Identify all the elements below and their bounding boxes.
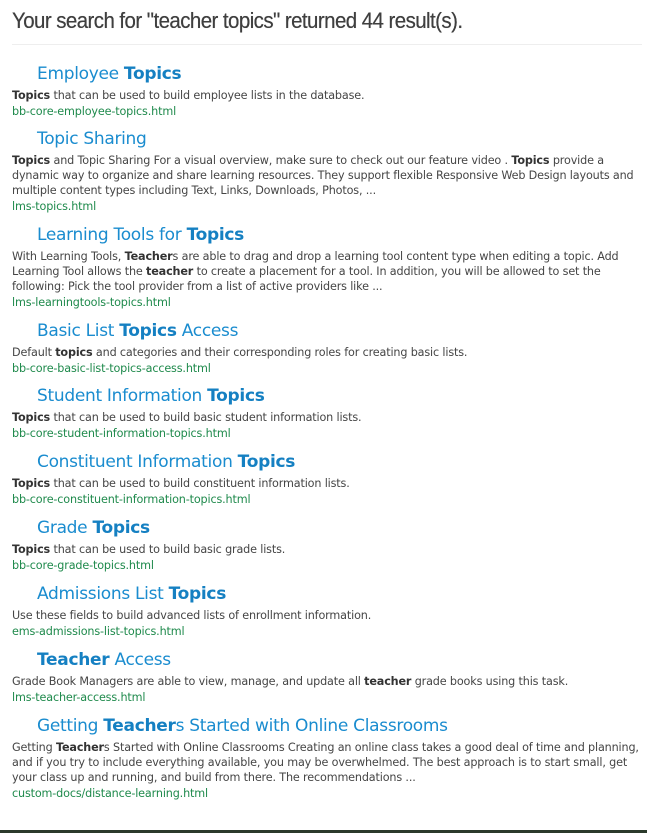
- title-text: Getting: [37, 716, 104, 736]
- highlighted-term: Topics: [92, 518, 150, 538]
- highlighted-term: Topics: [186, 225, 244, 245]
- result-snippet: [12, 608, 644, 623]
- result-snippet: [12, 249, 644, 294]
- title-text: Employee: [37, 64, 124, 84]
- highlighted-term: Topics: [119, 321, 177, 341]
- result-snippet: [12, 476, 644, 491]
- highlighted-term: teacher: [146, 265, 194, 278]
- snippet-text: that can be used to build employee lists in the database.: [50, 89, 365, 102]
- snippet-text: Use these fields to build advanced lists of enrollment information.: [12, 609, 372, 622]
- title-text: s Started with Online Classrooms: [175, 716, 448, 736]
- result-snippet: [12, 542, 644, 557]
- highlighted-term: Topics: [511, 154, 550, 167]
- highlighted-term: teacher: [364, 675, 412, 688]
- result-url-link[interactable]: bb-core-constituent-information-topics.html: [12, 493, 251, 506]
- result-title-link[interactable]: [37, 649, 644, 671]
- snippet-text: grade books using this task.: [411, 675, 569, 688]
- snippet-text: With Learning Tools,: [12, 250, 125, 263]
- highlighted-term: Teacher: [124, 250, 173, 263]
- search-result: [12, 320, 644, 376]
- highlighted-term: Topics: [12, 411, 51, 424]
- result-url-link[interactable]: lms-learningtools-topics.html: [12, 296, 171, 309]
- highlighted-term: topics: [55, 346, 93, 359]
- result-title-link[interactable]: [37, 128, 644, 150]
- result-snippet: [12, 153, 644, 198]
- result-url-link[interactable]: lms-topics.html: [12, 200, 97, 213]
- snippet-text: that can be used to build basic student information lists.: [50, 411, 362, 424]
- title-text: Learning Tools for: [37, 225, 187, 245]
- highlighted-term: Topics: [237, 452, 296, 472]
- snippet-text: and categories and their corresponding roles for creating basic lists.: [92, 346, 468, 359]
- search-result: [12, 224, 644, 310]
- search-result: [12, 63, 644, 119]
- result-title-link[interactable]: [37, 63, 644, 85]
- result-snippet: [12, 740, 644, 785]
- highlighted-term: Topics: [168, 584, 227, 604]
- result-snippet: [12, 88, 644, 103]
- result-url-link[interactable]: bb-core-employee-topics.html: [12, 105, 177, 118]
- result-snippet: [12, 410, 644, 425]
- title-text: Admissions List: [37, 584, 169, 604]
- search-result: [12, 715, 644, 801]
- search-result: [12, 649, 644, 705]
- highlighted-term: Topics: [12, 154, 51, 167]
- result-snippet: [12, 345, 644, 360]
- search-result: [12, 517, 644, 573]
- result-title-link[interactable]: [37, 583, 644, 605]
- result-url-link[interactable]: bb-core-basic-list-topics-access.html: [12, 362, 211, 375]
- search-results-list: [12, 63, 644, 801]
- snippet-text: s Started with Online Classrooms Creating an online class takes a good deal of time and planning, and if you try to include everything available, you may be overwhelmed. The best approach is to start small, get your class up and running, and build from there. The recommendations ...: [12, 741, 639, 784]
- result-title-link[interactable]: [37, 224, 644, 246]
- highlighted-term: Topics: [12, 477, 51, 490]
- search-result: [12, 583, 644, 639]
- highlighted-term: Topics: [207, 386, 265, 406]
- search-result: [12, 385, 644, 441]
- highlighted-term: Teacher: [55, 741, 104, 754]
- title-text: Constituent Information: [37, 452, 238, 472]
- snippet-text: that can be used to build constituent information lists.: [50, 477, 350, 490]
- snippet-text: s are able to drag and drop a learning tool content type when editing a topic. Add Learning Tool allows the: [12, 250, 619, 278]
- result-url-link[interactable]: bb-core-student-information-topics.html: [12, 427, 231, 440]
- result-title-link[interactable]: [37, 385, 644, 407]
- result-title-link[interactable]: [37, 320, 644, 342]
- snippet-text: Default: [12, 346, 56, 359]
- result-title-link[interactable]: [37, 715, 644, 737]
- result-url-link[interactable]: lms-teacher-access.html: [12, 691, 146, 704]
- title-text: Grade: [37, 518, 93, 538]
- highlighted-term: Topics: [123, 64, 182, 84]
- snippet-text: and Topic Sharing For a visual overview, make sure to check out our feature video .: [50, 154, 512, 167]
- search-result: [12, 128, 644, 214]
- result-title-link[interactable]: [37, 517, 644, 539]
- result-url-link[interactable]: bb-core-grade-topics.html: [12, 559, 154, 572]
- highlighted-term: Topics: [12, 89, 51, 102]
- title-text: Basic List: [37, 321, 120, 341]
- highlighted-term: Teacher: [103, 716, 176, 736]
- search-results-heading: Your search for "teacher topics" returned 44 result(s).: [12, 8, 463, 33]
- result-url-link[interactable]: custom-docs/distance-learning.html: [12, 787, 208, 800]
- snippet-text: Grade Book Managers are able to view, manage, and update all: [12, 675, 365, 688]
- result-url-link[interactable]: ems-admissions-list-topics.html: [12, 625, 185, 638]
- title-text: Access: [176, 321, 239, 341]
- search-result: [12, 451, 644, 507]
- snippet-text: to create a placement for a tool. In addition, you will be allowed to set the following: Pick the tool provider from a list of active providers like ...: [12, 265, 601, 293]
- title-text: Topic Sharing: [37, 129, 147, 149]
- result-snippet: [12, 674, 644, 689]
- snippet-text: provide a dynamic way to organize and share learning resources. They support flexible Responsive Web Design layouts and multiple content types including Text, Links, Downloads, Photos, ...: [12, 154, 634, 197]
- result-title-link[interactable]: [37, 451, 644, 473]
- snippet-text: Getting: [12, 741, 56, 754]
- highlighted-term: Topics: [12, 543, 51, 556]
- snippet-text: that can be used to build basic grade lists.: [50, 543, 286, 556]
- title-text: Access: [109, 650, 171, 670]
- highlighted-term: Teacher: [37, 650, 110, 670]
- heading-divider: [12, 44, 642, 45]
- title-text: Student Information: [37, 386, 208, 406]
